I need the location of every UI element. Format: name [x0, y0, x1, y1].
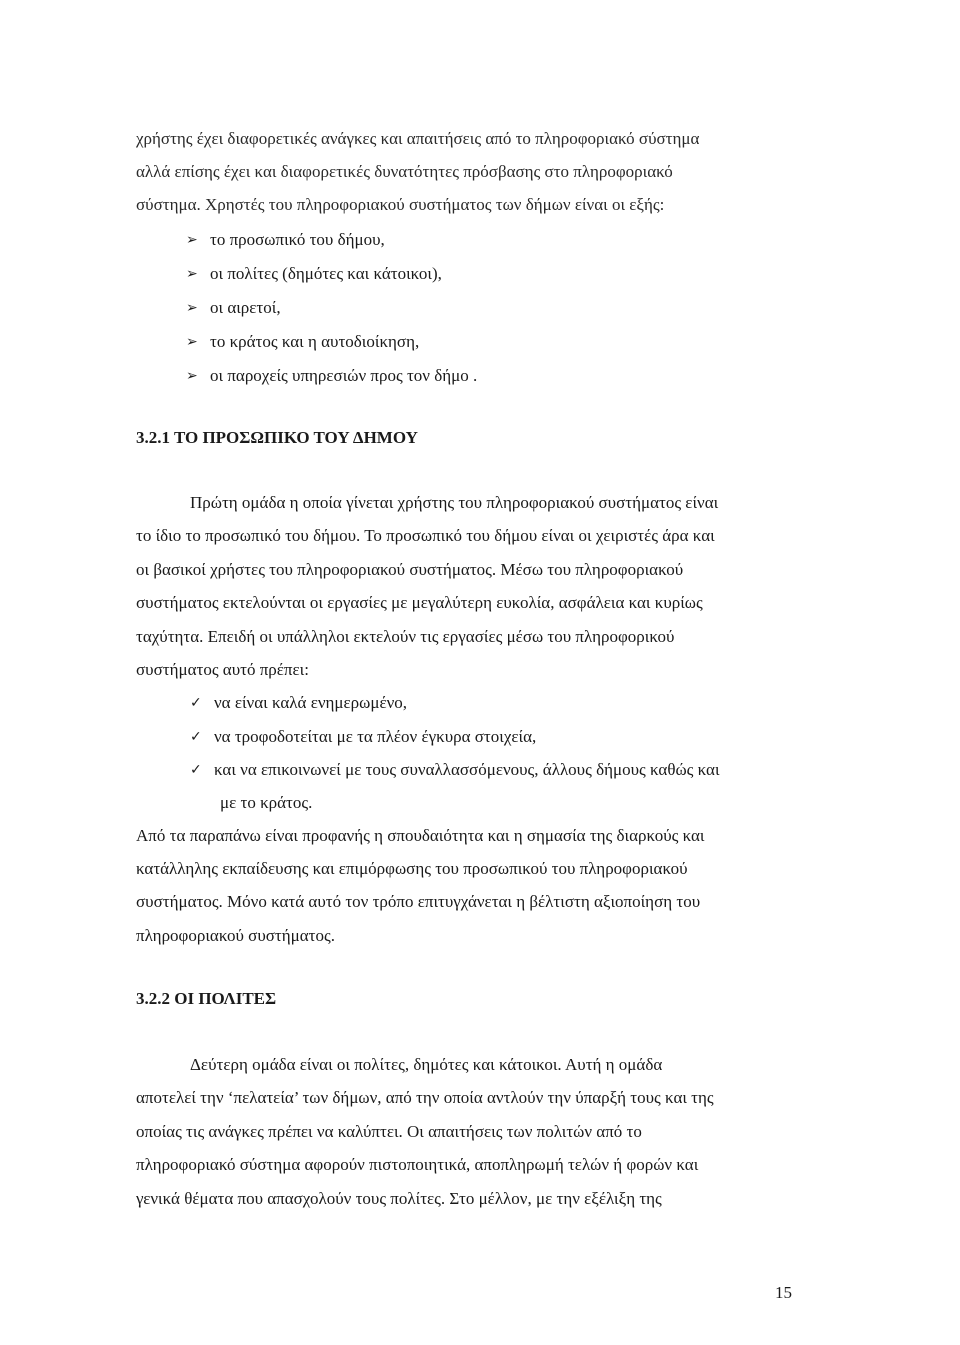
paragraph-line: πληροφοριακού συστήματος.	[136, 926, 335, 945]
checkmark-icon: ✓	[190, 695, 202, 711]
section-heading-staff: 3.2.1 ΤΟ ΠΡΟΣΩΠΙΚΟ ΤΟΥ ΔΗΜΟΥ	[136, 428, 418, 447]
arrowhead-bullet-icon: ➢	[186, 266, 198, 282]
paragraph-line: κατάλληλης εκπαίδευσης και επιμόρφωσης του προσωπικού του πληροφοριακού	[136, 859, 688, 878]
checkmark-icon: ✓	[190, 762, 202, 778]
paragraph-line: Δεύτερη ομάδα είναι οι πολίτες, δημότες και κάτοικοι. Αυτή η ομάδα	[190, 1055, 663, 1074]
intro-line: αλλά επίσης έχει και διαφορετικές δυνατότητες πρόσβασης στο πληροφοριακό	[136, 162, 673, 181]
paragraph-line: το ίδιο το προσωπικό του δήμου. Το προσωπικό του δήμου είναι οι χειριστές άρα και	[136, 526, 715, 545]
paragraph-line: συστήματος εκτελούνται οι εργασίες με μεγαλύτερη ευκολία, ασφάλεια και κυρίως	[136, 593, 703, 612]
arrowhead-bullet-icon: ➢	[186, 300, 198, 316]
paragraph-line: ταχύτητα. Επειδή οι υπάλληλοι εκτελούν τις εργασίες μέσω του πληροφορικού	[136, 627, 675, 646]
page-number: 15	[775, 1283, 792, 1302]
paragraph-line: πληροφοριακό σύστημα αφορούν πιστοποιητικά, αποπληρωμή τελών ή φορών και	[136, 1155, 699, 1174]
arrowhead-bullet-icon: ➢	[186, 368, 198, 384]
paragraph-line: οποίας τις ανάγκες πρέπει να καλύπτει. Οι απαιτήσεις των πολιτών από το	[136, 1122, 642, 1141]
paragraph-line: γενικά θέματα που απασχολούν τους πολίτες. Στο μέλλον, με την εξέλιξη της	[136, 1189, 662, 1208]
arrowhead-bullet-icon: ➢	[186, 232, 198, 248]
intro-line: χρήστης έχει διαφορετικές ανάγκες και απαιτήσεις από το πληροφοριακό σύστημα	[136, 129, 700, 148]
checkmark-icon: ✓	[190, 729, 202, 745]
list-item-continuation: με το κράτος.	[220, 793, 313, 812]
intro-line: σύστημα. Χρηστές του πληροφοριακού συστήματος των δήμων είναι οι εξής:	[136, 195, 665, 214]
paragraph-line: Πρώτη ομάδα η οποία γίνεται χρήστης του πληροφοριακού συστήματος είναι	[190, 493, 719, 512]
arrowhead-bullet-icon: ➢	[186, 334, 198, 350]
paragraph-line: συστήματος αυτό πρέπει:	[136, 660, 309, 679]
document-page: χρήστης έχει διαφορετικές ανάγκες και απαιτήσεις από το πληροφοριακό σύστημα αλλά επίσης έχει και διαφορετικές δυνατότητες πρόσβασης στο πληροφοριακό σύστημα. Χρηστές του πληροφοριακού συστήματος των δήμων είναι οι εξής: ➢ το προσωπικό του δήμου, ➢ οι πολίτες (δημότες και κάτοικοι), ➢ οι αιρετοί, ➢ το κράτος και η αυτοδιοίκηση, ➢ οι παροχείς υπηρεσιών προς τον δήμο . 3.2.1 ΤΟ ΠΡΟΣΩΠΙΚΟ ΤΟΥ ΔΗΜΟΥ Πρώτη ομάδα η οποία γίνεται χρήστης του πληροφοριακού συστήματος είναι το ίδιο το προσωπικό του δήμου. Το προσωπικό του δήμου είναι οι χειριστές άρα και οι βασικοί χρήστες του πληροφοριακού συστήματος. Μέσω του πληροφοριακού συστήματος εκτελούνται οι εργασίες με μεγαλύτερη ευκολία, ασφάλεια και κυρίως ταχύτητα. Επειδή οι υπάλληλοι εκτελούν τις εργασίες μέσω του πληροφορικού συστήματος αυτό πρέπει: ✓ να είναι καλά ενημερωμένο, ✓ να τροφοδοτείται με τα πλέον έγκυρα στοιχεία, ✓ και να επικοινωνεί με τους συναλλασσόμενους, άλλους δήμους καθώς και με το κράτος. Από τα παραπάνω είναι προφανής η σπουδαιότητα και η σημασία της διαρκούς και κατάλληλης εκπαίδευσης και επιμόρφωσης του προσωπικού του πληροφοριακού συστήματος. Μόνο κατά αυτό τον τρόπο επιτυγχάνεται η βέλτιστη αξιοποίηση του πληροφοριακού συστήματος. 3.2.2 ΟΙ ΠΟΛΙΤΕΣ Δεύτερη ομάδα είναι οι πολίτες, δημότες και κάτοικοι. Αυτή η ομάδα αποτελεί την ‘πελατεία’ των δήμων, από την οποία αντλούν την ύπαρξή τους και της οποίας τις ανάγκες πρέπει να καλύπτει. Οι απαιτήσεις των πολιτών από το πληροφοριακό σύστημα αφορούν πιστοποιητικά, αποπληρωμή τελών ή φορών και γενικά θέματα που απασχολούν τους πολίτες. Στο μέλλον, με την εξέλιξη της 15	[136, 129, 792, 1302]
paragraph-line: αποτελεί την ‘πελατεία’ των δήμων, από την οποία αντλούν την ύπαρξή τους και της	[136, 1088, 714, 1107]
paragraph-line: συστήματος. Μόνο κατά αυτό τον τρόπο επιτυγχάνεται η βέλτιστη αξιοποίηση του	[136, 892, 701, 911]
section-heading-citizens: 3.2.2 ΟΙ ΠΟΛΙΤΕΣ	[136, 989, 277, 1008]
paragraph-line: οι βασικοί χρήστες του πληροφοριακού συστήματος. Μέσω του πληροφοριακού	[136, 560, 684, 579]
paragraph-line: Από τα παραπάνω είναι προφανής η σπουδαιότητα και η σημασία της διαρκούς και	[136, 826, 705, 845]
